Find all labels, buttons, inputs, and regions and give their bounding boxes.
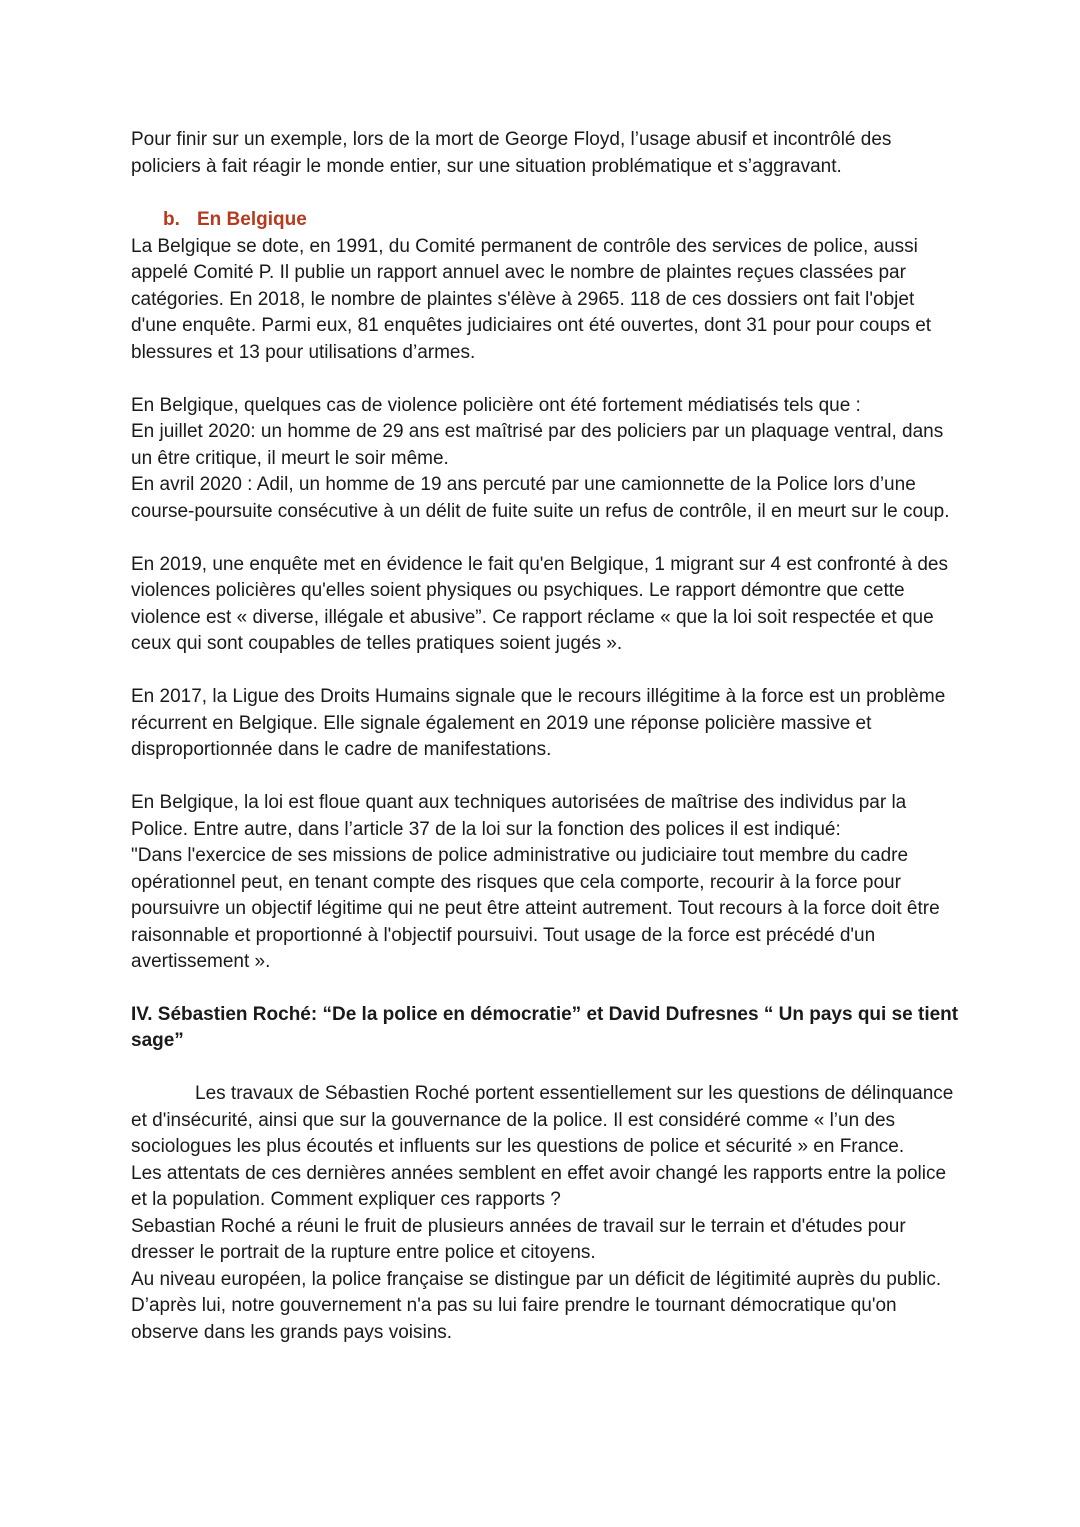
paragraph-juillet-2020: En juillet 2020: un homme de 29 ans est maîtrisé par des policiers par un plaquage ventral, dans un être critique, il meurt le soir même. [131,421,944,469]
paragraph-cas-mediatises: En Belgique, quelques cas de violence policière ont été fortement médiatisés tels que : [131,394,861,416]
paragraph-travaux-roche: Les travaux de Sébastien Roché portent essentiellement sur les questions de délinquance et d'insécurité, ainsi que sur la gouvernance de la police. Il est considéré comme « l’un des sociologues les plus écoutés et influents sur les questions de police et sécurité » en France. [131,1083,954,1157]
paragraph-enquete-2019: En 2019, une enquête met en évidence le fait qu'en Belgique, 1 migrant sur 4 est confronté à des violences policières qu'elles soient physiques ou psychiques. Le rapport démontre que cette violence est « diverse, illégale et abusive”. Ce rapport réclame « que la loi soit respectée et que ceux qui sont coupables de telles pratiques soient jugés ». [131,553,948,654]
paragraph-spacer [131,658,961,685]
subsection-heading-belgique [131,207,961,234]
subsection-title: En Belgique [197,209,307,230]
paragraph-rupture-police-citoyens: Sebastian Roché a réuni le fruit de plusieurs années de travail sur le terrain et d'études pour dresser le portrait de la rupture entre police et citoyens. [131,1215,906,1263]
document-page [131,127,961,1346]
section-heading-roche-dufresnes: IV. Sébastien Roché: “De la police en démocratie” et David Dufresnes “ Un pays qui se tient sage” [131,1003,959,1051]
paragraph-niveau-europeen: Au niveau européen, la police française se distingue par un déficit de légitimité auprès du public. D’après lui, notre gouvernement n'a pas su lui faire prendre le tournant démocratique qu'on observe dans les grands pays voisins. [131,1268,942,1343]
paragraph-ligue-droits-humains: En 2017, la Ligue des Droits Humains signale que le recours illégitime à la force est un problème récurrent en Belgique. Elle signale également en 2019 une réponse policière massive et disproportionnée dans le cadre de manifestations. [131,686,946,760]
paragraph-spacer [131,764,961,791]
paragraph-george-floyd: Pour finir sur un exemple, lors de la mort de George Floyd, l’usage abusif et incontrôlé des policiers à fait réagir le monde entier, sur une situation problématique et s’aggravant. [131,129,892,177]
paragraph-spacer [131,1055,961,1082]
paragraph-comite-p: La Belgique se dote, en 1991, du Comité permanent de contrôle des services de police, aussi appelé Comité P. Il publie un rapport annuel avec le nombre de plaintes reçues classées par catégories. En 2018, le nombre de plaintes s'élève à 2965. 118 de ces dossiers ont fait l'objet d'une enquête. Parmi eux, 81 enquêtes judiciaires ont été ouvertes, dont 31 pour pour coups et blessures et 13 pour utilisations d’armes. [131,235,932,363]
paragraph-spacer [131,366,961,393]
paragraph-avril-2020: En avril 2020 : Adil, un homme de 19 ans percuté par une camionnette de la Police lors d’une course-poursuite consécutive à un délit de fuite suite un refus de contrôle, il en meurt sur le coup. [131,474,950,522]
subsection-marker: b. [163,209,180,230]
paragraph-article-37-quote: "Dans l'exercice de ses missions de police administrative ou judiciaire tout membre du cadre opérationnel peut, en tenant compte des risques que cela comporte, recourir à la force pour poursuivre un objectif légitime qui ne peut être atteint autrement. Tout recours à la force doit être raisonnable et proportionné à l'objectif poursuivi. Tout usage de la force est précédé d'un avertissement ». [131,845,940,972]
paragraph-spacer [131,525,961,552]
paragraph-loi-floue: En Belgique, la loi est floue quant aux techniques autorisées de maîtrise des individus par la Police. Entre autre, dans l’article 37 de la loi sur la fonction des polices il est indiqué: [131,792,907,840]
paragraph-attentats: Les attentats de ces dernières années semblent en effet avoir changé les rapports entre la police et la population. Comment expliquer ces rapports ? [131,1162,947,1210]
